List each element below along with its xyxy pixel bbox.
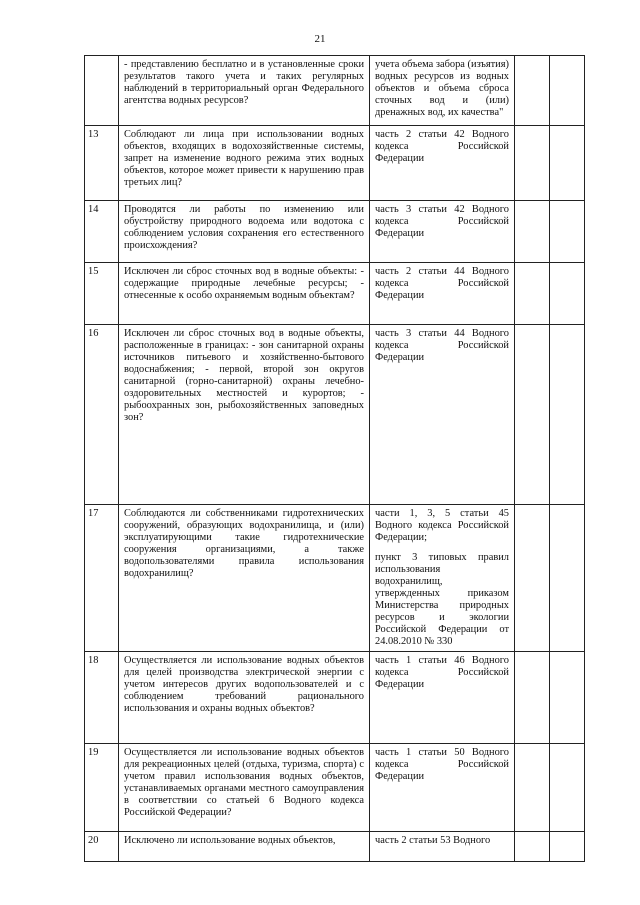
legal-reference-cell (370, 325, 515, 505)
row-number: 17 (85, 505, 119, 652)
answer-cell (515, 263, 550, 325)
answer-cell (515, 201, 550, 263)
checklist-table (84, 55, 585, 862)
legal-reference-cell (370, 744, 515, 832)
table-row (85, 744, 585, 832)
question-cell: Осуществляется ли использование водных объектов для целей производства электрической энергии с учетом интересов других водопользователей и с соблюдением требований рационального использования и охраны водных объектов? (119, 652, 370, 744)
legal-reference: часть 2 статьи 53 Водного (375, 835, 491, 846)
answer-cell (515, 744, 550, 832)
row-number: 20 (85, 832, 119, 862)
legal-reference-cell (370, 505, 515, 652)
row-number: 19 (85, 744, 119, 832)
table-row (85, 325, 585, 505)
table-row (85, 652, 585, 744)
note-cell (550, 652, 585, 744)
legal-reference: часть 3 статьи 42 Водного кодекса Российской Федерации (375, 204, 509, 239)
note-cell (550, 744, 585, 832)
row-number: 13 (85, 126, 119, 201)
row-number: 14 (85, 201, 119, 263)
question-cell: Исключено ли использование водных объектов, (119, 832, 370, 862)
note-cell (550, 832, 585, 862)
row-number: 18 (85, 652, 119, 744)
legal-reference-cell (370, 832, 515, 862)
question-cell: Проводятся ли работы по изменению или обустройству природного водоема или водотока с соблюдением условия сохранения его естественного происхождения? (119, 201, 370, 263)
legal-reference: пункт 3 типовых правил использования водохранилищ, утвержденных приказом Министерства природных ресурсов и экологии Российской Федерации от 24.08.2010 № 330 (375, 552, 509, 647)
question-cell: - представлению бесплатно и в установленные сроки результатов такого учета и таких регулярных наблюдений в территориальный орган Федерального агентства водных ресурсов? (119, 56, 370, 126)
note-cell (550, 201, 585, 263)
question-cell: Осуществляется ли использование водных объектов для рекреационных целей (отдыха, туризма, спорта) с учетом правил использования водных объектов, устанавливаемых органами местного самоуправления в соответствии со статьей 6 Водного кодекса Российской Федерации? (119, 744, 370, 832)
answer-cell (515, 832, 550, 862)
row-number: 15 (85, 263, 119, 325)
note-cell (550, 263, 585, 325)
answer-cell (515, 505, 550, 652)
legal-reference: учета объема забора (изъятия) водных ресурсов из водных объектов и объема сброса сточных вод и (или) дренажных вод, их качества" (375, 59, 509, 118)
answer-cell (515, 652, 550, 744)
legal-reference-cell (370, 263, 515, 325)
table-row (85, 505, 585, 652)
legal-reference-cell (370, 126, 515, 201)
legal-reference: части 1, 3, 5 статьи 45 Водного кодекса Российской Федерации; (375, 508, 509, 543)
legal-reference: часть 2 статьи 42 Водного кодекса Российской Федерации (375, 129, 509, 164)
legal-reference: часть 1 статьи 46 Водного кодекса Российской Федерации (375, 655, 509, 690)
question-cell: Исключен ли сброс сточных вод в водные объекты: - содержащие природные лечебные ресурсы; - отнесенные к особо охраняемым водным объектам? (119, 263, 370, 325)
legal-reference-cell (370, 652, 515, 744)
legal-reference-cell (370, 56, 515, 126)
table-row (85, 832, 585, 862)
legal-reference: часть 1 статьи 50 Водного кодекса Российской Федерации (375, 747, 509, 782)
page-number: 21 (314, 33, 326, 45)
answer-cell (515, 126, 550, 201)
answer-cell (515, 56, 550, 126)
legal-reference: часть 3 статьи 44 Водного кодекса Российской Федерации (375, 328, 509, 363)
table-row (85, 56, 585, 126)
question-cell: Исключен ли сброс сточных вод в водные объекты, расположенные в границах: - зон санитарной охраны источников питьевого и хозяйственно-бытового водоснабжения; - первой, второй зон округов санитарной (горно-санитарной) охраны лечебно-оздоровительных местностей и курортов; - рыбоохранных зон, рыбохозяйственных заповедных зон? (119, 325, 370, 505)
question-cell: Соблюдаются ли собственниками гидротехнических сооружений, образующих водохранилища, и (или) эксплуатирующими такие гидротехнические сооружения организациями, а также водопользователями правила использования водохранилищ? (119, 505, 370, 652)
table-row (85, 263, 585, 325)
note-cell (550, 126, 585, 201)
question-cell: Соблюдают ли лица при использовании водных объектов, входящих в водохозяйственные системы, запрет на изменение водного режима этих водных объектов, которое может привести к нарушению прав третьих лиц? (119, 126, 370, 201)
note-cell (550, 505, 585, 652)
table-row (85, 126, 585, 201)
note-cell (550, 56, 585, 126)
legal-reference-cell (370, 201, 515, 263)
row-number (85, 56, 119, 126)
row-number: 16 (85, 325, 119, 505)
answer-cell (515, 325, 550, 505)
legal-reference: часть 2 статьи 44 Водного кодекса Российской Федерации (375, 266, 509, 301)
table-row (85, 201, 585, 263)
note-cell (550, 325, 585, 505)
